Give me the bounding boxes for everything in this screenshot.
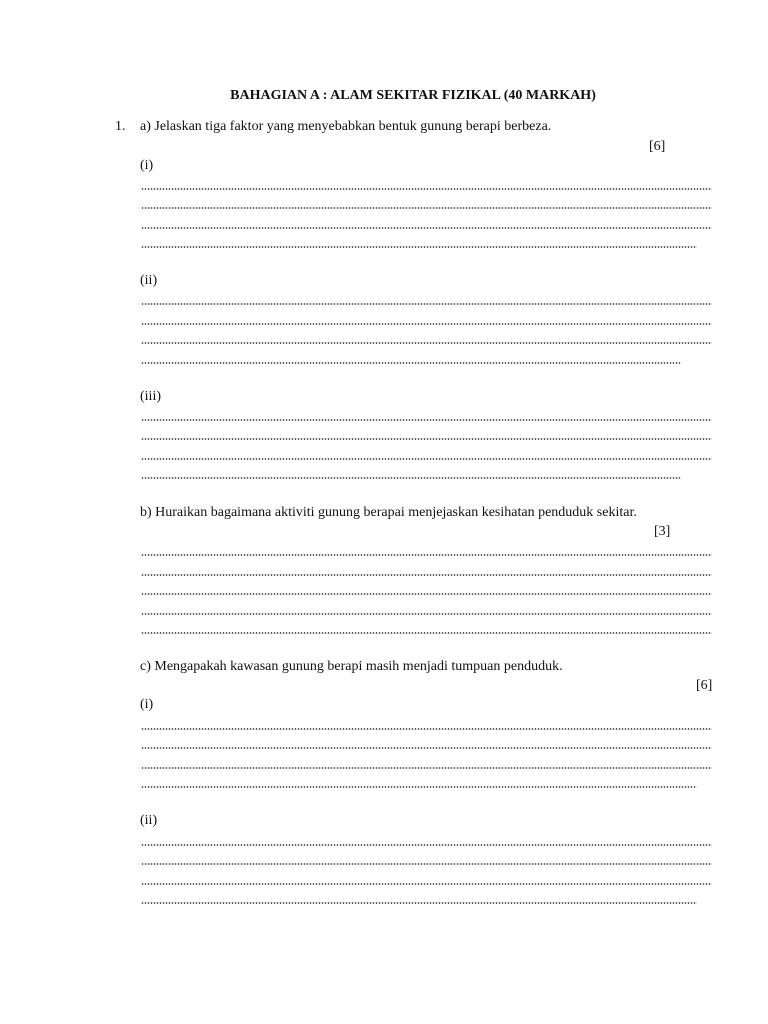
part-a-question: a) Jelaskan tiga faktor yang menyebabkan bentuk gunung berapi berbeza. <box>140 119 552 134</box>
part-c-item-i-label: (i) <box>140 697 154 712</box>
answer-line[interactable] <box>141 438 712 440</box>
part-c-marks: [6] <box>696 678 713 693</box>
answer-line[interactable] <box>141 362 681 364</box>
answer-line[interactable] <box>141 574 712 576</box>
answer-line[interactable] <box>141 863 712 865</box>
answer-line[interactable] <box>141 728 712 730</box>
answer-line[interactable] <box>141 303 712 305</box>
part-c-question: c) Mengapakah kawasan gunung berapi masih menjadi tumpuan penduduk. <box>140 659 563 674</box>
answer-line[interactable] <box>141 246 697 248</box>
answer-line[interactable] <box>141 207 712 209</box>
answer-line[interactable] <box>141 786 697 788</box>
part-a-item-iii-label: (iii) <box>140 389 161 404</box>
answer-line[interactable] <box>141 342 712 344</box>
part-a-item-ii-label: (ii) <box>140 273 158 288</box>
answer-line[interactable] <box>141 883 712 885</box>
part-a-item-i-label: (i) <box>140 158 154 173</box>
answer-line[interactable] <box>141 747 712 749</box>
answer-line[interactable] <box>141 902 697 904</box>
answer-line[interactable] <box>141 227 712 229</box>
part-c-item-ii-label: (ii) <box>140 813 158 828</box>
answer-line[interactable] <box>141 458 712 460</box>
answer-line[interactable] <box>141 767 712 769</box>
answer-line[interactable] <box>141 188 712 190</box>
answer-line[interactable] <box>141 554 712 556</box>
part-a-marks: [6] <box>649 139 666 154</box>
question-number: 1. <box>115 119 126 134</box>
part-b-question: b) Huraikan bagaimana aktiviti gunung berapai menjejaskan kesihatan penduduk sekitar. <box>140 505 637 520</box>
answer-line[interactable] <box>141 632 712 634</box>
answer-line[interactable] <box>141 844 712 846</box>
answer-line[interactable] <box>141 613 712 615</box>
answer-line[interactable] <box>141 323 712 325</box>
answer-line[interactable] <box>141 593 712 595</box>
answer-line[interactable] <box>141 477 681 479</box>
part-b-marks: [3] <box>654 524 671 539</box>
section-heading: BAHAGIAN A : ALAM SEKITAR FIZIKAL (40 MARKAH) <box>230 88 596 103</box>
answer-line[interactable] <box>141 419 712 421</box>
